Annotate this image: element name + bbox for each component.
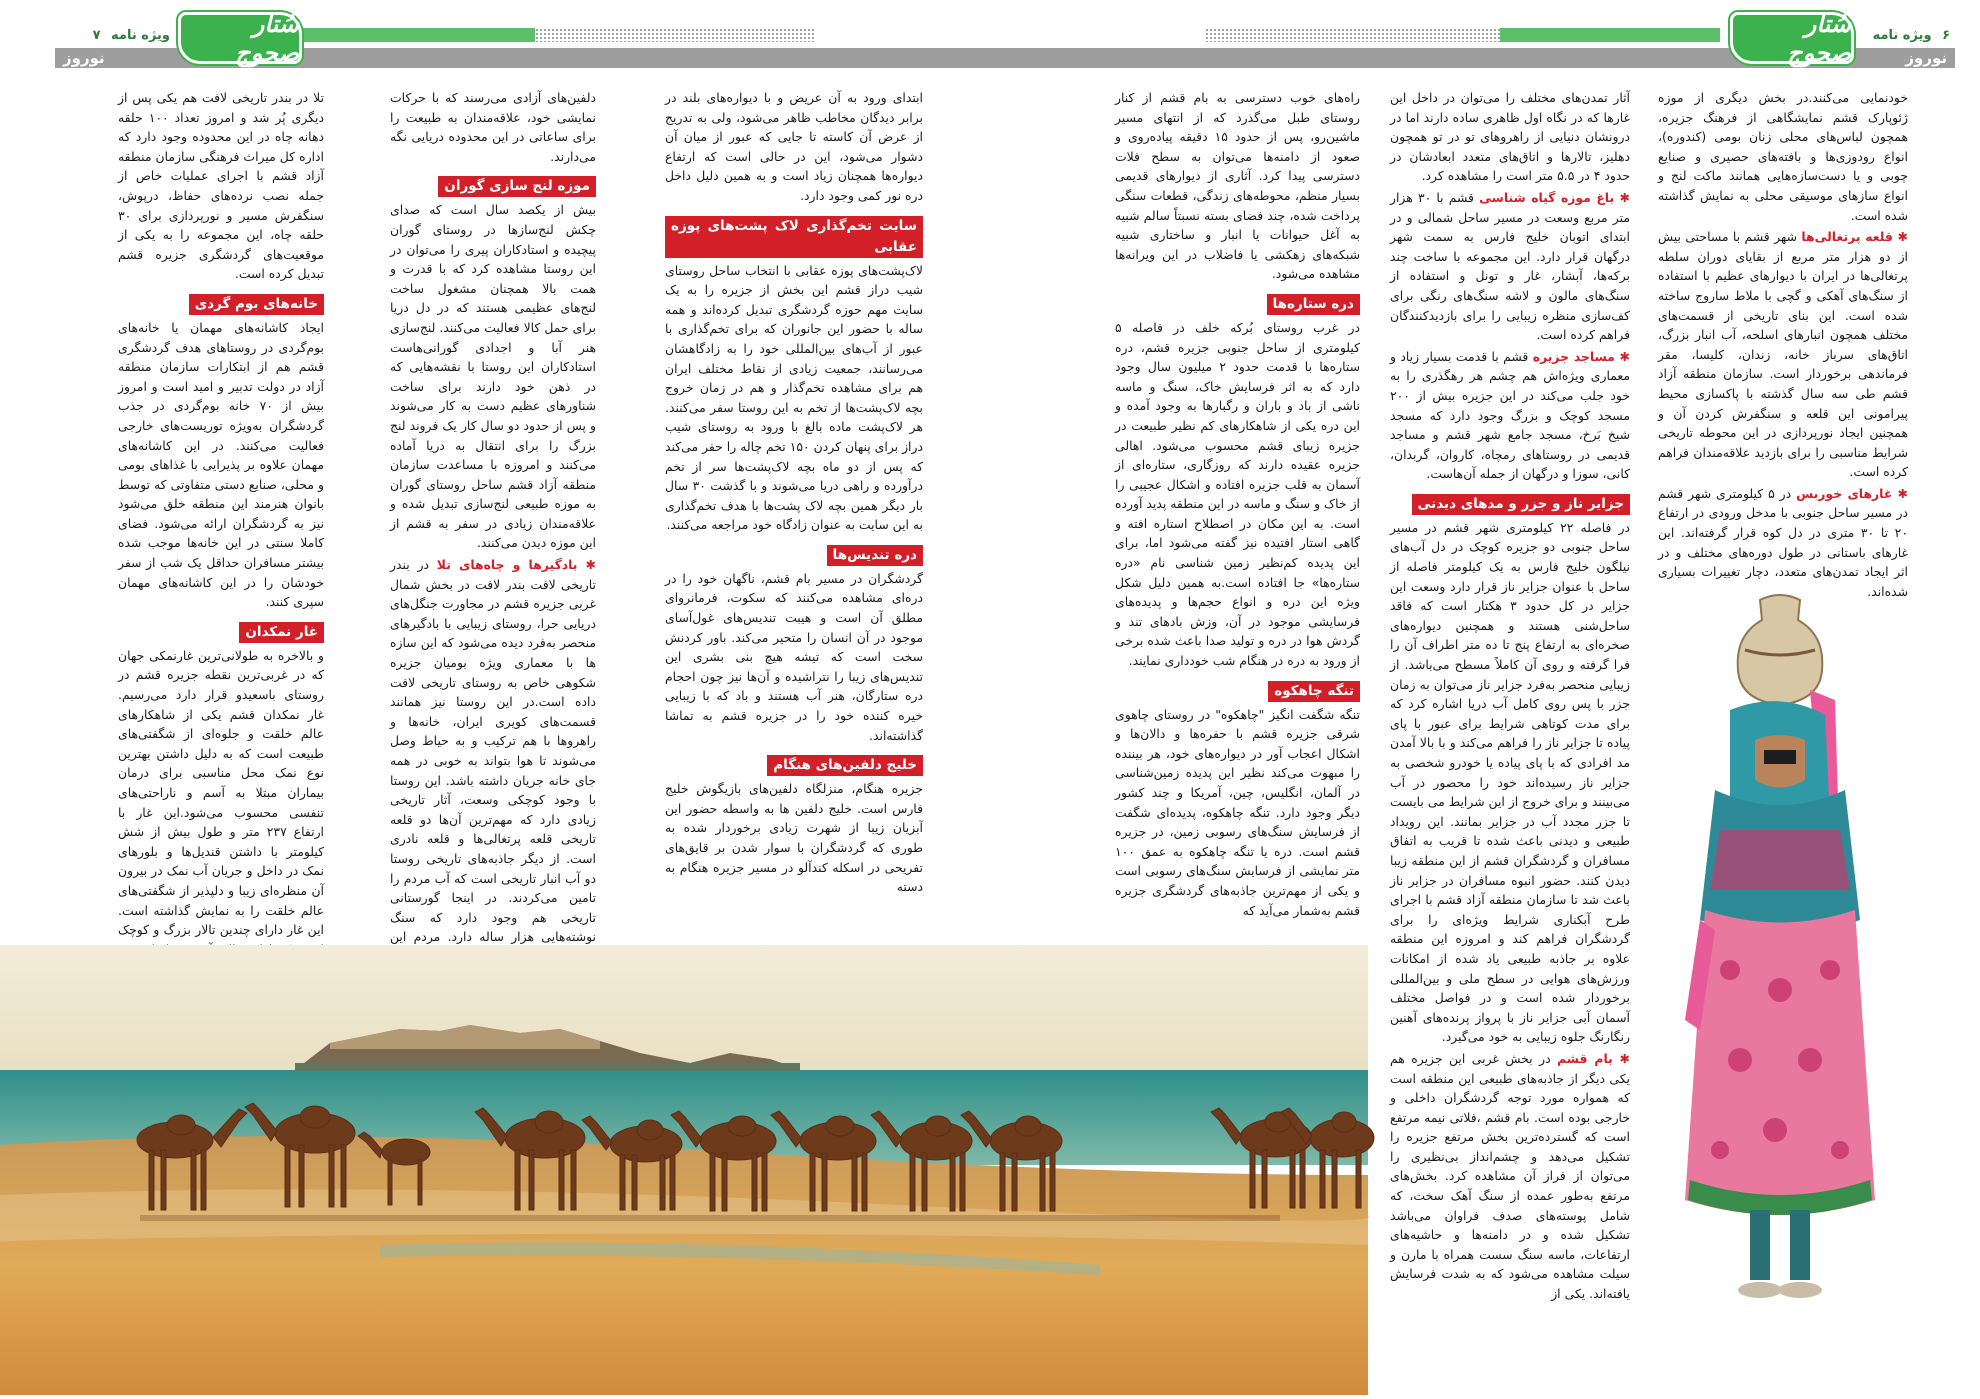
article-paragraph: تنگه شگفت انگیز "چاهکوه" در روستای چاهوی شرقی جزیره قشم با حفره‌ها و دالان‌ها و اشکال اعجاب آور در دیواره‌های خود، هر بیننده را مبهوت می‌کند نظیر این پدیده زمین‌شناسی در آلمان، انگلیس، چین، آمریکا و چند کشور دیگر وجود دارد. تنگه چاهکوه، پدیده‌ای شگفت از فرسایش سنگ‌های رسوبی زمین، در جزیره قشم است. دره یا تنگه چاهکوه به عمق ۱۰۰ متر نمایشی از فرسایش سنگ‌های رسوبی است و یکی از مهم‌ترین جاذبه‌های گردشگری جزیره قشم به‌شمار می‌آید که: [1115, 706, 1360, 918]
camels-beach-photo: [0, 945, 1368, 1395]
article-paragraph: [1390, 347, 1630, 484]
right-column-3: [1115, 88, 1360, 928]
bullet-heading: ✱ قلعه پرتغالی‌ها: [1801, 229, 1909, 245]
page-number: ۷: [92, 28, 101, 43]
article-paragraph: بیش از یکصد سال است که صدای چکش لنج‌سازها در روستای گوران پیچیده و استادکاران پیری را می‌توان در این روستا مشاهده کرد که با قدرت و همت بالا همچنان مشغول ساخت لنج‌های عظیمی هستند که در دل دریا برای حمل کالا فعالیت می‌کنند. لنج‌سازی هنر آبا و اجدادی گورانی‌هاست استادکاران این روستا با نقشه‌هایی که در ذهن خود دارند برای ساخت شناورهای عظیم دست به کار می‌شوند و پس از حدود دو سال کار یک فروند لنج بزرگ را برای انتقال به دریا آماده می‌کنند و امروزه با مساعدت سازمان منطقه آزاد قشم ساحل روستای گوران به موزه طبیعی لنج‌سازی تبدیل شده و علاقه‌مندان زیادی در سفر به قشم از این موزه دیدن می‌کنند.: [390, 202, 596, 551]
section-label: [90, 26, 170, 46]
paragraph-text: در بخش غربی این جزیره هم یکی دیگر از جاذبه‌های طبیعی این منطقه است که همواره مورد توجه گردشگران داخلی و خارجی بوده است. بام قشم ،فلاتی نیمه مرتفع است که گسترده‌ترین بخش مرتفع جزیره را تشکیل می‌دهد و چشم‌انداز بی‌نظیری را می‌توان از فراز آن مشاهده کرد. بخش‌های مرتفع به‌طور عمده از سنگ آهک سخت، که شامل پوسته‌های صدف فراوان می‌باشد تشکیل شده و در دامنه‌ها و حاشیه‌های ارتفاعات، ماسه سنگ سست همراه با مارن و سیلت مشاهده می‌شود که به شدت فرسایش یافته‌اند. یکی از: [1390, 1050, 1630, 1302]
tag-label: نوروز: [1905, 49, 1947, 67]
section-heading: دره ستاره‌ها: [1267, 294, 1360, 315]
paragraph-text: شهر قشم با مساحتی بیش از دو هزار متر مربع از بقایای دوران سلطه پرتغالی‌ها در ایران با دیوارهای عظیم با استفاده از سنگ‌های آهکی و گچی با ملاط ساروج ساخته شده است. این بنای تاریخی از قسمت‌های مختلف همچون انبارهای اسلحه، آب انبار بزرگ، اتاق‌های سرباز خانه، زندان، کلیسا، مقر فرماندهی برخوردار است. سازمان منطقه آزاد قشم طی سه سال گذشته با پاکسازی محیط پیرامونی این قلعه و سنگفرش کردن آن و همچنین ایجاد نورپردازی در این محوطه تاریخی شرایط مناسبی را برای بازدید علاقه‌مندان فراهم کرده است.: [1658, 229, 1908, 480]
article-paragraph: دلفین‌های آزادی می‌رسند که با حرکات نمایشی خود، علاقه‌مندان به طبیعت را برای ساعاتی در این محدوده دریایی نگه می‌دارند.: [390, 90, 596, 164]
section-heading: سایت تخم‌گذاری لاک پشت‌های پوزه عقابی: [665, 216, 923, 258]
left-column-1: [118, 88, 324, 938]
header-dotted-bar: [535, 28, 815, 42]
page-number: ۶: [1942, 28, 1950, 43]
right-column-2: [1389, 88, 1631, 1302]
woman-with-jar-photo: [1660, 590, 1900, 1310]
header-green-bar: [1500, 28, 1720, 42]
header-dotted-bar: [1205, 28, 1500, 42]
magazine-logo: سُتار صحوج: [178, 12, 302, 64]
section-heading: دره تندیس‌ها: [827, 545, 923, 566]
article-paragraph: [1658, 227, 1908, 482]
article-paragraph: [1390, 188, 1630, 345]
section-heading: موزه لنج سازی گوران: [438, 176, 596, 197]
article-paragraph: راه‌های خوب دسترسی به بام قشم از کنار روستای طبل می‌گذرد که از انتهای مسیر ماشین‌رو، پس از حدود ۱۵ دقیقه پیاده‌روی و صعود از دامنه‌ها می‌توان به سطح فلات دسترسی پیدا کرد. آثاری از دیوارهای قدیمی بسیار منظم، محوطه‌های زندگی، قطعات سنگی پرداخت شده، چند فضای بسته نسبتاً سالم شبیه به آغل حیوانات یا انبار و ساختاری شبیه شبکه‌های زهکشی یا فاضلاب در این ویرانه‌ها مشاهده می‌شود.: [1115, 90, 1360, 282]
right-column-1: [1658, 88, 1909, 599]
article-paragraph: [1390, 1049, 1630, 1304]
section-label-text: ویژه نامه: [111, 28, 170, 43]
section-label-text: ویژه نامه: [1872, 28, 1932, 43]
bullet-heading: ✱ باغ موزه گیاه شناسی: [1479, 189, 1630, 205]
article-paragraph: گردشگران در مسیر بام قشم، ناگهان خود را در دره‌ای مشاهده می‌کنند که سکوت، فرمانروای مطلق آن است و هیبت تندیس‌های غول‌آسای موجود در آن انسان را متحیر می‌کند. باور کردنش سخت است که تیشه هیچ بنی بشری این تندیس‌های زیبا را نتراشیده و آن‌ها نیز چون احجام دره ستارگان، هنر آب هستند و باد که با زیبایی خیره کننده خود را در جزیره قشم به تماشا گذاشته‌اند.: [665, 570, 923, 743]
paragraph-text: قشم با ۳۰ هزار متر مربع وسعت در مسیر ساحل شمالی و در ابتدای اتوبان خلیج فارس به سمت شهر درگهان قرار دارد. این مجموعه با ساخت چند برکه‌ها، آبشار، غار و تونل و استفاده از سنگ‌های مالون و لاشه سنگ‌های رنگی برای کف‌سازی منظره زیبایی را برای بازدیدکنندگان فراهم کرده است.: [1390, 189, 1630, 343]
tag-label: نوروز: [63, 49, 105, 67]
article-paragraph: خودنمایی می‌کنند.در بخش دیگری از موزه ژئوپارک قشم نمایشگاهی از فرهنگ جزیره، همچون لباس‌های محلی زنان بومی (کندوره)، انواع رودوزی‌ها و بافته‌های حصیری و صنایع چوبی و یا دست‌سازه‌هایی همانند ماکت لنج و انواع سازهای موسیقی محلی به نمایش گذاشته شده است.: [1658, 90, 1908, 223]
paragraph-text: در بندر تاریخی لافت بندر لافت در بخش شمال غربی جزیره قشم در مجاورت جنگل‌های دریایی حرا، روستای زیبایی با بادگیرهای منحصر به‌فرد دیده می‌شود که این سازه ها با معماری ویژه بومیان جزیره شکوهی خاص به روستای تاریخی لافت داده است.در این روستا نیز همانند قسمت‌های کویری ایران، خانه‌ها و راهروها با هم ترکیب و به حیاط وصل می‌شوند تا هوا بتواند به خوبی در همه جای خانه جریان داشته باشد. این روستا با وجود کوچکی وسعت، آثار تاریخی زیادی دارد که مهم‌ترین آن‌ها دو قلعه تاریخی قلعه پرتغالی‌ها و قلعه نادری است. از دیگر جاذبه‌های تاریخی روستا دو آب انبار تاریخی است که آب مردم را تامین می‌کردند. در اینجا گورستانی تاریخی هم وجود دارد که سنگ نوشته‌هایی هزار ساله دارد. مردم این: [390, 557, 596, 945]
section-heading: خانه‌های بوم گردی: [189, 294, 324, 315]
article-paragraph: [1658, 484, 1908, 602]
article-paragraph: جزیره هنگام، منزلگاه دلفین‌های بازیگوش خلیج فارس است. خلیج دلفین ها به واسطه حضور این آبزیان زیبا از شهرت زیادی برخوردار شده به طوری که گردشگران با سوار شدن بر قایق‌های تفریحی در اسکله کندآلو در مسیر جزیره هنگام به دسته: [665, 781, 923, 895]
article-paragraph: ایجاد کاشانه‌های مهمان یا خانه‌های بوم‌گردی در روستاهای هدف گردشگری قشم هم از ابتکارات سازمان منطقه آزاد در دولت تدبیر و امید است و امروز بیش از ۷۰ خانه بوم‌گردی در جذب گردشگران به‌ویژه توریست‌های خارجی فعالیت می‌کنند. در این کاشانه‌های مهمان علاوه بر پذیرایی با غذاهای بومی و محلی، صنایع دستی متفاوتی که توسط بانوان هنرمند این منطقه خلق می‌شود نیز به گردشگران ارائه می‌شود. فضای کاملا سنتی در این خانه‌ها موجب شده بیشتر مسافران حداقل یک شب از سفر خودشان را در این کاشانه‌های مهمان سپری کنند.: [118, 319, 324, 610]
header-green-bar: [265, 28, 535, 42]
left-column-3: [665, 88, 923, 928]
article-paragraph: در غرب روستای بُرکه خلف در فاصله ۵ کیلومتری از ساحل جنوبی جزیره قشم، دره ستاره‌ها با قدمت حدود ۲ میلیون سال وجود دارد که به اثر فرسایش خاک، سنگ و ماسه ناشی از باد و باران و رگبارها به وجود آمده و این دره یکی از شاهکارهای کم نظیر طبیعت در جزیره زیبای قشم محسوب می‌شود. اهالی جزیره عقیده دارند که روزگاری، ستاره‌ای از آسمان به قلب جزیره افتاده و اشکال عجیبی را از خاک و سنگ و ماسه در این منطقه پدید آورده است. به این مکان در اصطلاح استاره افته و گاهی استار افتیده نیز گفته می‌شود اما، برای این پدیده کم‌نظیر زمین شناسی نام «دره ستاره‌ها» جا افتاده است.به همین دلیل شکل ویژه این دره و انواع حجم‌ها و پدیده‌های فرسایشی موجود در آن، وزش بادهای تند و گردش هوا در دره و تولید صدا باعث شده برخی از ورود به دره در هنگام شب خودداری نمایند.: [1115, 319, 1360, 669]
bullet-heading: ✱ غارهای خوربس: [1796, 485, 1909, 501]
bullet-heading: ✱ مساجد جزیره: [1532, 348, 1630, 364]
section-heading: جزایر ناز و جزر و مدهای دیدنی: [1412, 494, 1631, 515]
article-paragraph: لاک‌پشت‌های پوزه عقابی با انتخاب ساحل روستای شیب دراز قشم این بخش از جزیره را به یک سایت مهم حوزه گردشگری تبدیل کرده‌اند و همه ساله با حضور این جانوران که برای تخم‌گذاری با عبور از آب‌های بین‌المللی خود را به زادگاهشان می‌رسانند، جمعیت زیادی از نقاط مختلف ایران هم برای مشاهده تخم‌گذار و هم در زمان خروج بچه لاک‌پشت‌ها از تخم به این روستا سفر می‌کنند. هر لاک‌پشت ماده بالغ با ورود به روستای شیب دراز برای پنهان کردن ۱۵۰ تخم چاله را حفر می‌کند که پس از دو ماه بچه لاک‌پشت‌ها سر از تخم درآورده و راهی دریا می‌شوند و با گذشت ۳۰ سال بار دیگر همین بچه لاک پشت‌ها با هدف تخم‌گذاری به این سایت به عنوان زادگاه خود مراجعه می‌کنند.: [665, 262, 924, 533]
article-paragraph: در فاصله ۲۲ کیلومتری شهر قشم در مسیر ساحل جنوبی دو جزیره کوچک در دل آب‌های نیلگون خلیج فارس به یک کیلومتر فاصله از ساحل با عنوان جزایر ناز قرار دارد وسعت این جزایر در کل حدود ۳ هکتار است که فاقد ساحل‌شنی هستند و همچنین دیواره‌های صخره‌ای به ارتفاع پنج تا ده متر اطراف آن را فرا گرفته و روی آن کاملاً مسطح می‌باشد. از زیبایی منحصر به‌فرد جزایر ناز می‌توان به زمان جزر با پس روی کامل آب دریا اشاره کرد که برای مدت کوتاهی شرایط برای عبور با پای پیاده تا جزایر ناز را فراهم می‌کند و با بالا آمدن مد افرادی که با پای پیاده یا خودرو شخصی به جزایر ناز رسیده‌اند خود را محصور در آب می‌بینند و برای خروج از این شرایط می بایست تا جزر مجدد آب در جزایر بمانند. این رویداد طبیعی و دیدنی باعث شده تا قریب به اتفاق مسافران و گردشگران قشم از این منطقه زیبا دیدن کنند. حضور انبوه مسافران در جزایر ناز باعث شد تا سازمان منطقه آزاد قشم با اجرای طرح آبکناری شرایط ویژه‌ای را برای گردشگران فراهم کند و امروزه این منطقه علاوه بر جاذبه طبیعی یاد شده از امکانات ورزش‌های هوایی در سطح ملی و بین‌المللی برخوردار شده است و در فواصل مختلف آسمان آبی جزایر ناز با پرواز پرنده‌های آهنین رنگارنگ جلوه زیبایی به خود می‌گیرد.: [1389, 519, 1631, 1045]
article-paragraph: ابتدای ورود به آن عریض و با دیواره‌های بلند در برابر دیدگان مخاطب ظاهر می‌شود، ولی به تدریج از عرض آن کاسته تا جایی که عبور از میان آن دشوار می‌شود، این در حالی است که ارتفاع دیواره‌ها همچنان زیاد است و به همین دلیل داخل دره نور کمی وجود دارد.: [665, 90, 923, 203]
bullet-heading: ✱ بام قشم: [1557, 1050, 1630, 1066]
magazine-logo: سُتار صحوج: [1730, 12, 1854, 64]
section-heading: غار نمکدان: [239, 622, 324, 643]
article-paragraph: آثار تمدن‌های مختلف را می‌توان در داخل این غارها که در نگاه اول ظاهری ساده دارند اما در درونشان دنیایی از راهروهای تو در تو همچون دهلیز، تالارها و اتاق‌های متعدد ابعادشان در حدود ۴ در ۵.۵ متر است را مشاهده کرد.: [1390, 90, 1630, 184]
paragraph-text: قشم با قدمت بسیار زیاد و معماری ویژه‌اش هم چشم هر رهگذری را به خود جلب می‌کند در این جزیره بیش از ۲۰۰ مسجد کوچک و بزرگ وجود دارد که مسجد شیخ بَرخ، مسجد جامع شهر قشم و مساجد قدیمی در روستاهای رمچاه، کاروان، گربدان، کانی، سوزا و درگهان از جمله آن‌هاست.: [1390, 348, 1630, 482]
bullet-heading: ✱ بادگیرها و چاه‌های تلا: [436, 557, 596, 573]
section-label: [1860, 26, 1950, 46]
section-heading: تنگه چاهکوه: [1268, 681, 1360, 702]
left-column-2: [390, 88, 596, 945]
section-heading: خلیج دلفین‌های هنگام: [767, 755, 923, 776]
paragraph-text: در ۵ کیلومتری شهر قشم در مسیر ساحل جنوبی با مدخل ورودی در ارتفاع ۲۰ تا ۳۰ متری در دل کوه قرار گرفته‌اند. این غارهای باستانی در طول دوره‌های مختلف و در اثر ایجاد تمدن‌های متعدد، دچار تغییرات بسیاری شده‌اند.: [1658, 485, 1908, 599]
article-paragraph: و بالاخره به طولانی‌ترین غارنمکی جهان که در غربی‌ترین نقطه جزیره قشم در روستای باسعیدو قرار دارد می‌رسیم. غار نمکدان قشم یکی از شاهکارهای عالم خلقت و جلوه‌ای از شگفتی‌های طبیعت است که به دلیل داشتن بهترین نوع نمک محل مناسبی برای درمان بیماران مبتلا به آسم و ناراحتی‌های تنفسی محسوب می‌شود.این غار با ارتفاع ۲۳۷ متر و طول بیش از شش کیلومتر با داشتن قندیل‌ها و بلورهای نمک در داخل و جریان آب نمک در بیرون آن منظره‌ای زیبا و دلپذیر از شگفتی‌های عالم خلقت را به نمایش گذاشته است. این غار دارای چندین تالار بزرگ و کوچک: [118, 647, 324, 938]
article-paragraph: تلا در بندر تاریخی لافت هم یکی پس از دیگری پُر شد و امروز تعداد ۱۰۰ حلقه دهانه چاه در این محدوده وجود دارد که اداره کل میراث فرهنگی سازمان منطقه آزاد قشم با اجرای عملیات خاص از جمله نصب نرده‌های حفاظ، درپوش، سنگفرش مسیر و نورپردازی برای ۳۰ حلقه چاه، این مجموعه را به یکی از موقعیت‌های گردشگری جزیره قشم تبدیل کرده است.: [118, 90, 324, 282]
